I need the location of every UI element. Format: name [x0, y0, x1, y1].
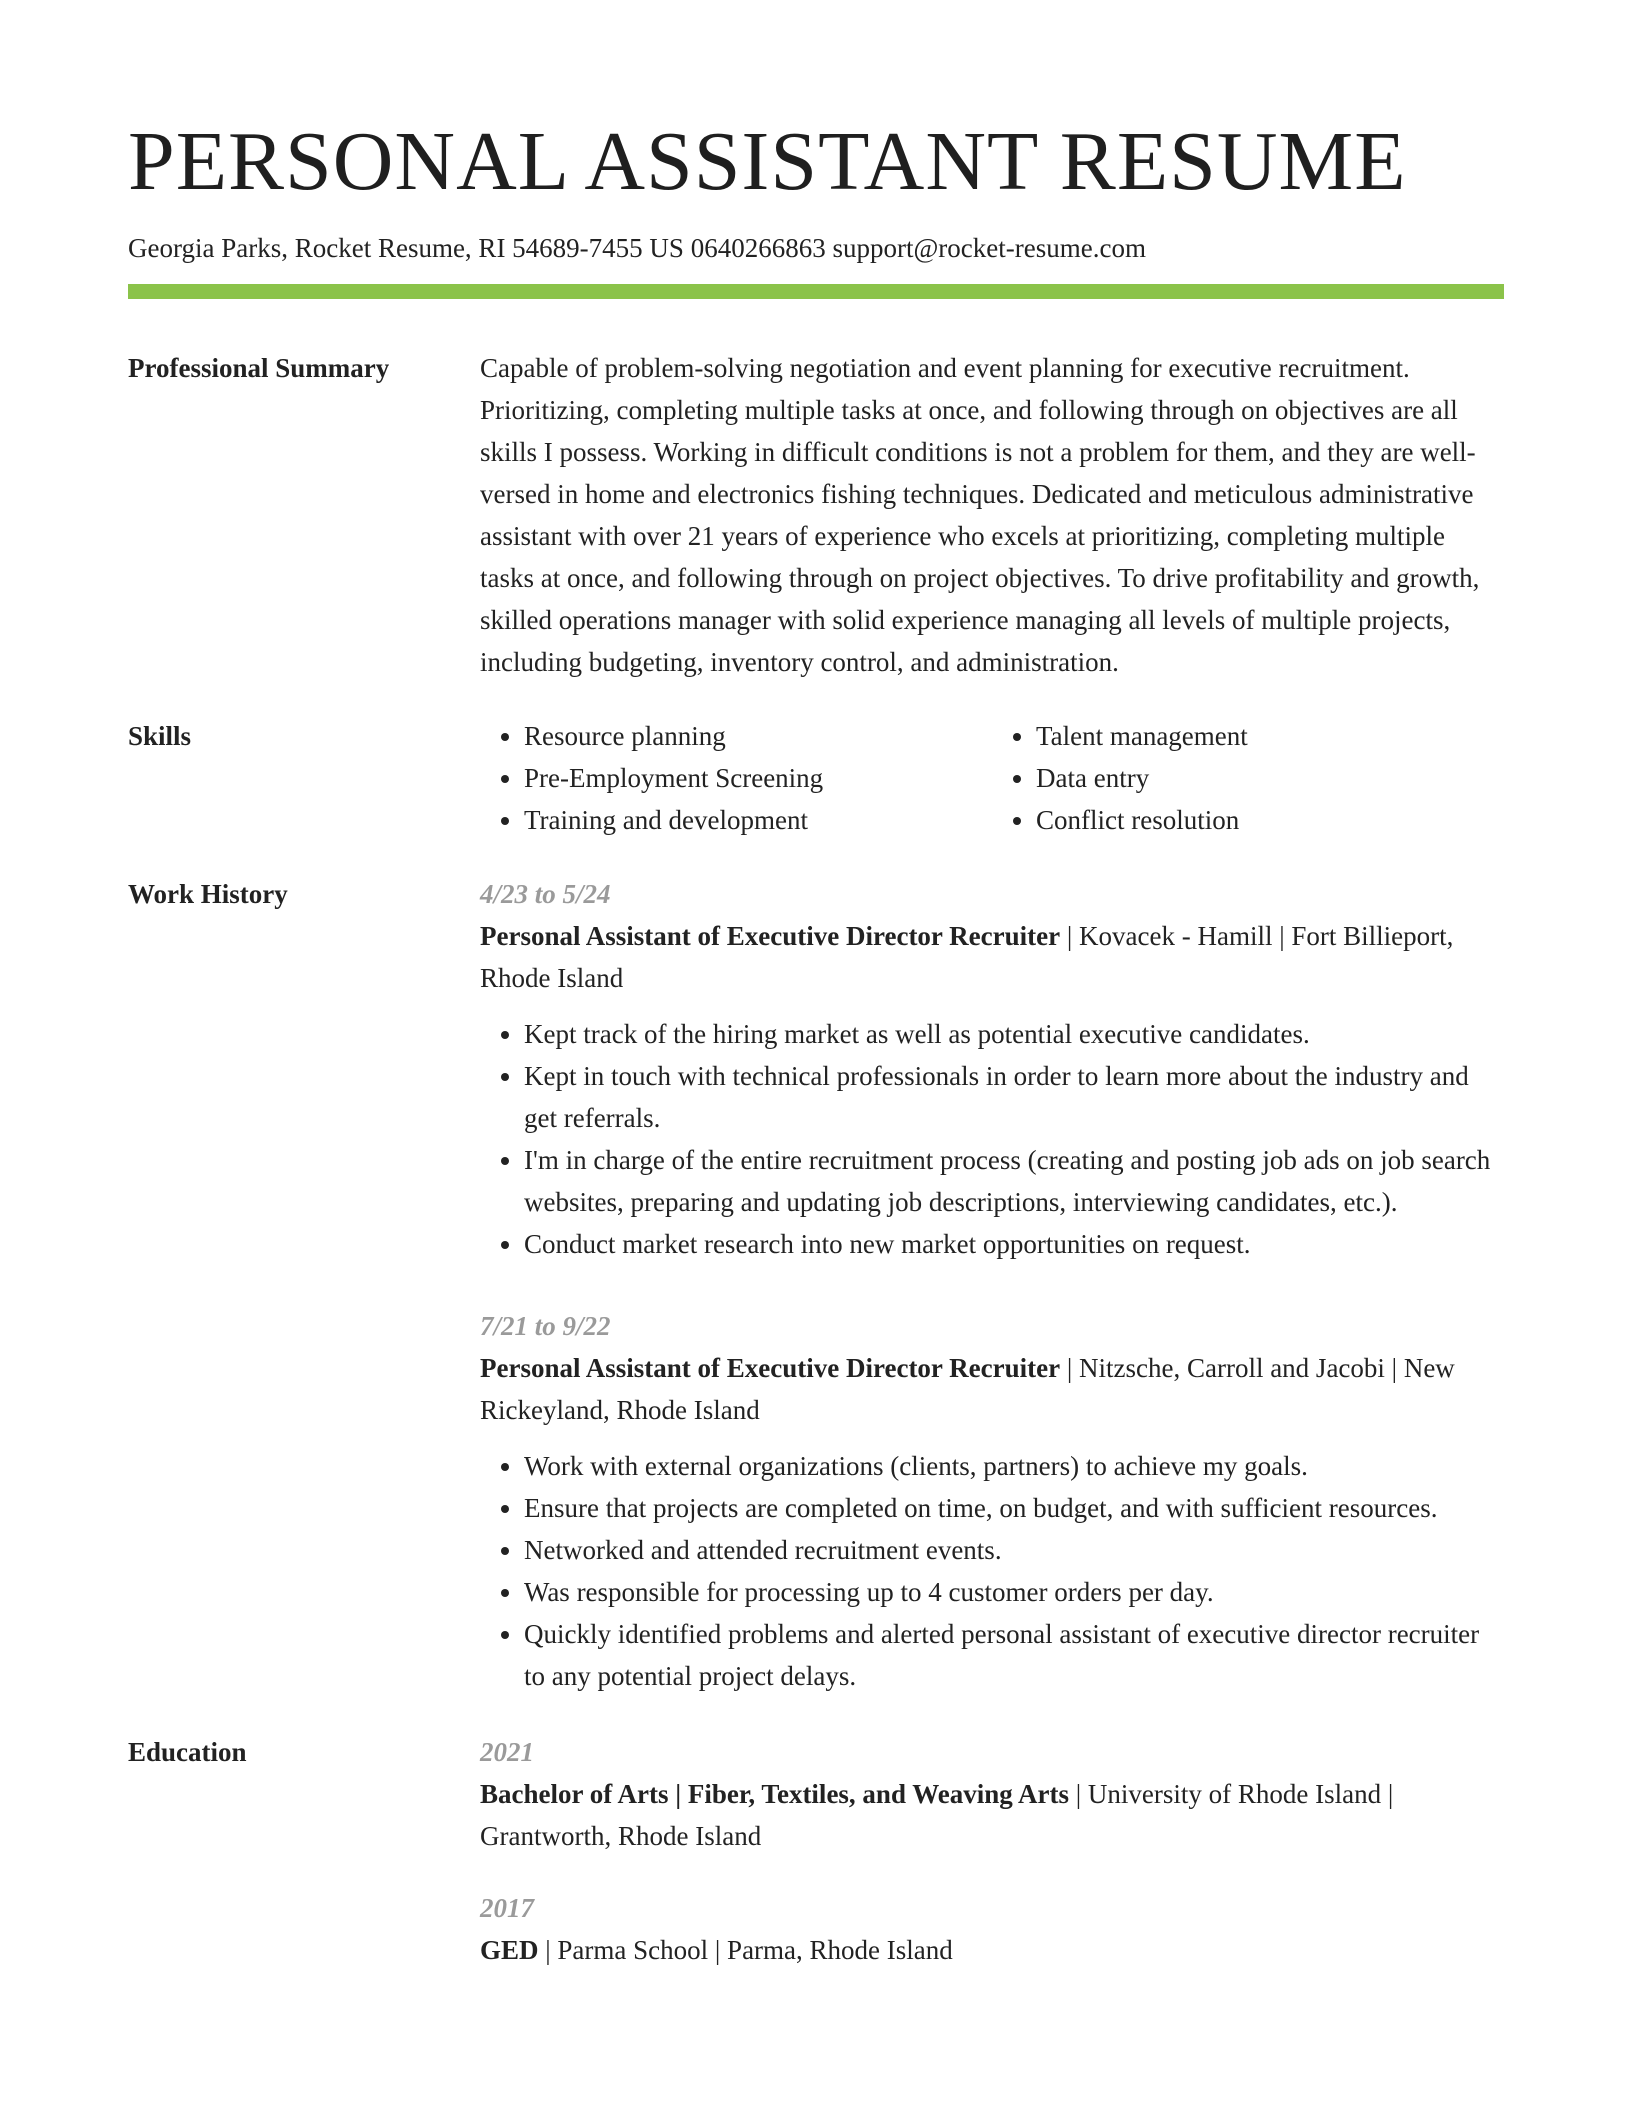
skill-item: • Training and development — [524, 799, 992, 841]
skills-section — [128, 715, 1504, 841]
education-entry — [480, 1731, 1504, 1857]
resume-title: PERSONAL ASSISTANT RESUME — [128, 115, 1407, 208]
skills-grid — [480, 715, 1504, 841]
job-heading — [480, 1347, 1504, 1431]
section-label-skills: Skills — [128, 721, 192, 752]
job-entry — [480, 1305, 1504, 1697]
skill-item: • Pre-Employment Screening — [524, 757, 992, 799]
job-responsibilities — [480, 1013, 1504, 1265]
job-title: Personal Assistant of Executive Director Recruiter — [480, 1353, 1061, 1384]
skill-item: • Conflict resolution — [1036, 799, 1504, 841]
responsibility-item: • Networked and attended recruitment events. — [524, 1529, 1504, 1571]
job-employer-location: | Kovacek - Hamill | Fort Billieport, Rhode Island — [480, 921, 1454, 994]
responsibility-item: • Was responsible for processing up to 4 customer orders per day. — [524, 1571, 1504, 1613]
education-body — [480, 1731, 1504, 1971]
school-location: | Parma School | Parma, Rhode Island — [538, 1935, 953, 1966]
school-location: | University of Rhode Island | Grantworth, Rhode Island — [480, 1779, 1394, 1852]
section-label-education: Education — [128, 1737, 247, 1768]
job-responsibilities — [480, 1445, 1504, 1697]
responsibility-item: • I'm in charge of the entire recruitment process (creating and posting job ads on job search websites, preparing and updating job descriptions, interviewing candidates, etc.). — [524, 1139, 1504, 1223]
job-heading — [480, 915, 1504, 999]
work-history-body — [480, 873, 1504, 1697]
job-dates: 4/23 to 5/24 — [480, 879, 611, 910]
job-title: Personal Assistant of Executive Director Recruiter — [480, 921, 1061, 952]
degree-title: Bachelor of Arts | Fiber, Textiles, and Weaving Arts — [480, 1779, 1069, 1810]
job-entry — [480, 873, 1504, 1265]
job-dates: 7/21 to 9/22 — [480, 1311, 611, 1342]
contact-line: Georgia Parks, Rocket Resume, RI 54689-7455 US 0640266863 support@rocket-resume.com — [128, 233, 1146, 263]
professional-summary-section — [128, 347, 1504, 683]
degree-title: GED — [480, 1935, 539, 1966]
work-history-section — [128, 873, 1504, 1697]
responsibility-item: • Work with external organizations (clients, partners) to achieve my goals. — [524, 1445, 1504, 1487]
job-employer-location: | Nitzsche, Carroll and Jacobi | New Rickeyland, Rhode Island — [480, 1353, 1455, 1426]
skills-column-right — [992, 715, 1504, 841]
responsibility-item: • Kept track of the hiring market as well as potential executive candidates. — [524, 1013, 1504, 1055]
skills-column-left — [480, 715, 992, 841]
section-label-summary: Professional Summary — [128, 353, 390, 384]
education-entry — [480, 1887, 1504, 1971]
education-heading — [480, 1773, 1504, 1857]
education-heading — [480, 1929, 1504, 1971]
education-section — [128, 1731, 1504, 1971]
education-year: 2017 — [480, 1893, 534, 1924]
education-year: 2021 — [480, 1737, 534, 1768]
skill-item: • Talent management — [1036, 715, 1504, 757]
header-divider — [128, 284, 1504, 299]
skill-item: • Data entry — [1036, 757, 1504, 799]
skill-item: • Resource planning — [524, 715, 992, 757]
responsibility-item: • Conduct market research into new market opportunities on request. — [524, 1223, 1504, 1265]
skills-body — [480, 715, 1504, 841]
section-label-work-history: Work History — [128, 879, 288, 910]
summary-body — [480, 347, 1504, 683]
summary-text: Capable of problem-solving negotiation and event planning for executive recruitment. Prioritizing, completing multiple tasks at once, and following through on objectives are all skills I possess. Working in difficult conditions is not a problem for them, and they are well-versed in home and electronics fishing techniques. Dedicated and meticulous administrative assistant with over 21 years of experience who excels at prioritizing, completing multiple tasks at once, and following through on project objectives. To drive profitability and growth, skilled operations manager with solid experience managing all levels of multiple projects, including budgeting, inventory control, and administration. — [480, 353, 1480, 678]
responsibility-item: • Kept in touch with technical professionals in order to learn more about the industry and get referrals. — [524, 1055, 1504, 1139]
responsibility-item: • Ensure that projects are completed on time, on budget, and with sufficient resources. — [524, 1487, 1504, 1529]
responsibility-item: • Quickly identified problems and alerted personal assistant of executive director recruiter to any potential project delays. — [524, 1613, 1504, 1697]
resume-page — [128, 115, 1504, 1971]
